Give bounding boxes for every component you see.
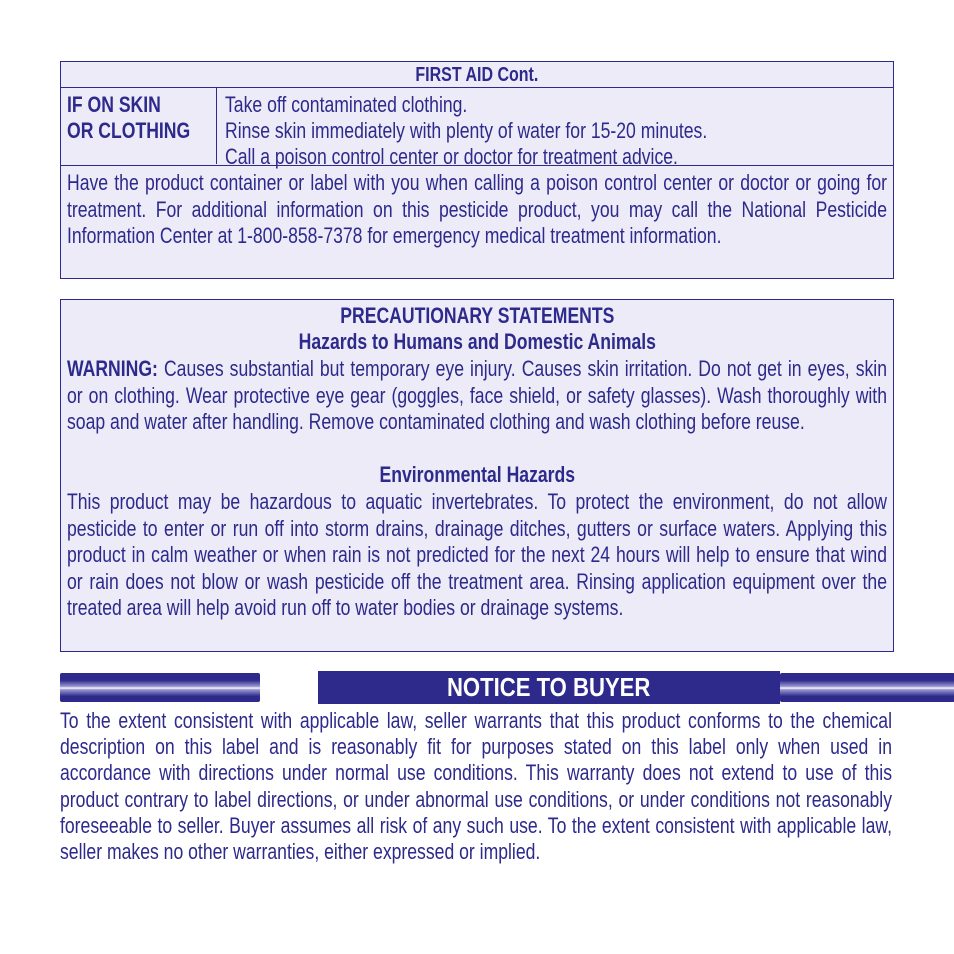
notice-banner (60, 671, 895, 704)
warning-paragraph (67, 356, 887, 436)
banner-right-stripe (780, 673, 954, 702)
skin-instruction-2: Rinse skin immediately with plenty of water for 15-20 minutes. (225, 118, 708, 143)
skin-instruction-1: Take off contaminated clothing. (225, 92, 468, 117)
first-aid-title: FIRST AID Cont. (61, 62, 893, 88)
skin-row-label (61, 88, 217, 164)
notice-paragraph: To the extent consistent with applicable law, seller warrants that this product conforms to the chemical description on this label and is reasonably fit for purposes stated on this label only when used in accordance with directions under normal use conditions. This warranty does not extend to use of this product contrary to label directions, or under abnormal use conditions, or under conditions not reasonably foreseeable to seller. Buyer assumes all risk of any such use. To the extent consistent with applicable law, seller makes no other warranties, either expressed or implied. (60, 708, 892, 865)
notice-title: NOTICE TO BUYER (318, 671, 780, 704)
warning-text: Causes substantial but temporary eye injury. Causes skin irritation. Do not get in eyes, skin or on clothing. Wear protective eye gear (goggles, face shield, or safety glasses). Wash thoroughly with soap and water after handling. Remove contaminated clothing and wash clothing before reuse. (67, 356, 888, 434)
first-aid-skin-row (61, 88, 893, 169)
first-aid-note: Have the product container or label with you when calling a poison control center or doctor or going for treatment. For additional information on this pesticide product, you may call the National Pesticide Information Center at 1-800-858-7378 for emergency medical treatment information. (67, 170, 887, 248)
hazards-humans-heading: Hazards to Humans and Domestic Animals (298, 329, 656, 354)
banner-left-stripe (60, 673, 260, 702)
skin-row-label-line-2: OR CLOTHING (67, 118, 191, 143)
first-aid-box (60, 61, 894, 279)
precautionary-title: PRECAUTIONARY STATEMENTS (339, 303, 615, 328)
environmental-heading: Environmental Hazards (379, 462, 575, 487)
skin-row-label-line-1: IF ON SKIN (67, 92, 161, 117)
warning-label: WARNING: (67, 356, 158, 381)
skin-instruction-3: Call a poison control center or doctor for treatment advice. (225, 144, 678, 169)
environmental-paragraph: This product may be hazardous to aquatic invertebrates. To protect the environment, do not allow pesticide to enter or run off into storm drains, drainage ditches, gutters or surface waters. Applying this product in calm weather or when rain is not predicted for the next 24 hours will help to ensure that wind or rain does not blow or wash pesticide off the treatment area. Rinsing application equipment over the treated area will help avoid run off to water bodies or drainage systems. (67, 489, 887, 620)
skin-row-instructions (225, 92, 954, 170)
precautionary-box (60, 299, 894, 652)
